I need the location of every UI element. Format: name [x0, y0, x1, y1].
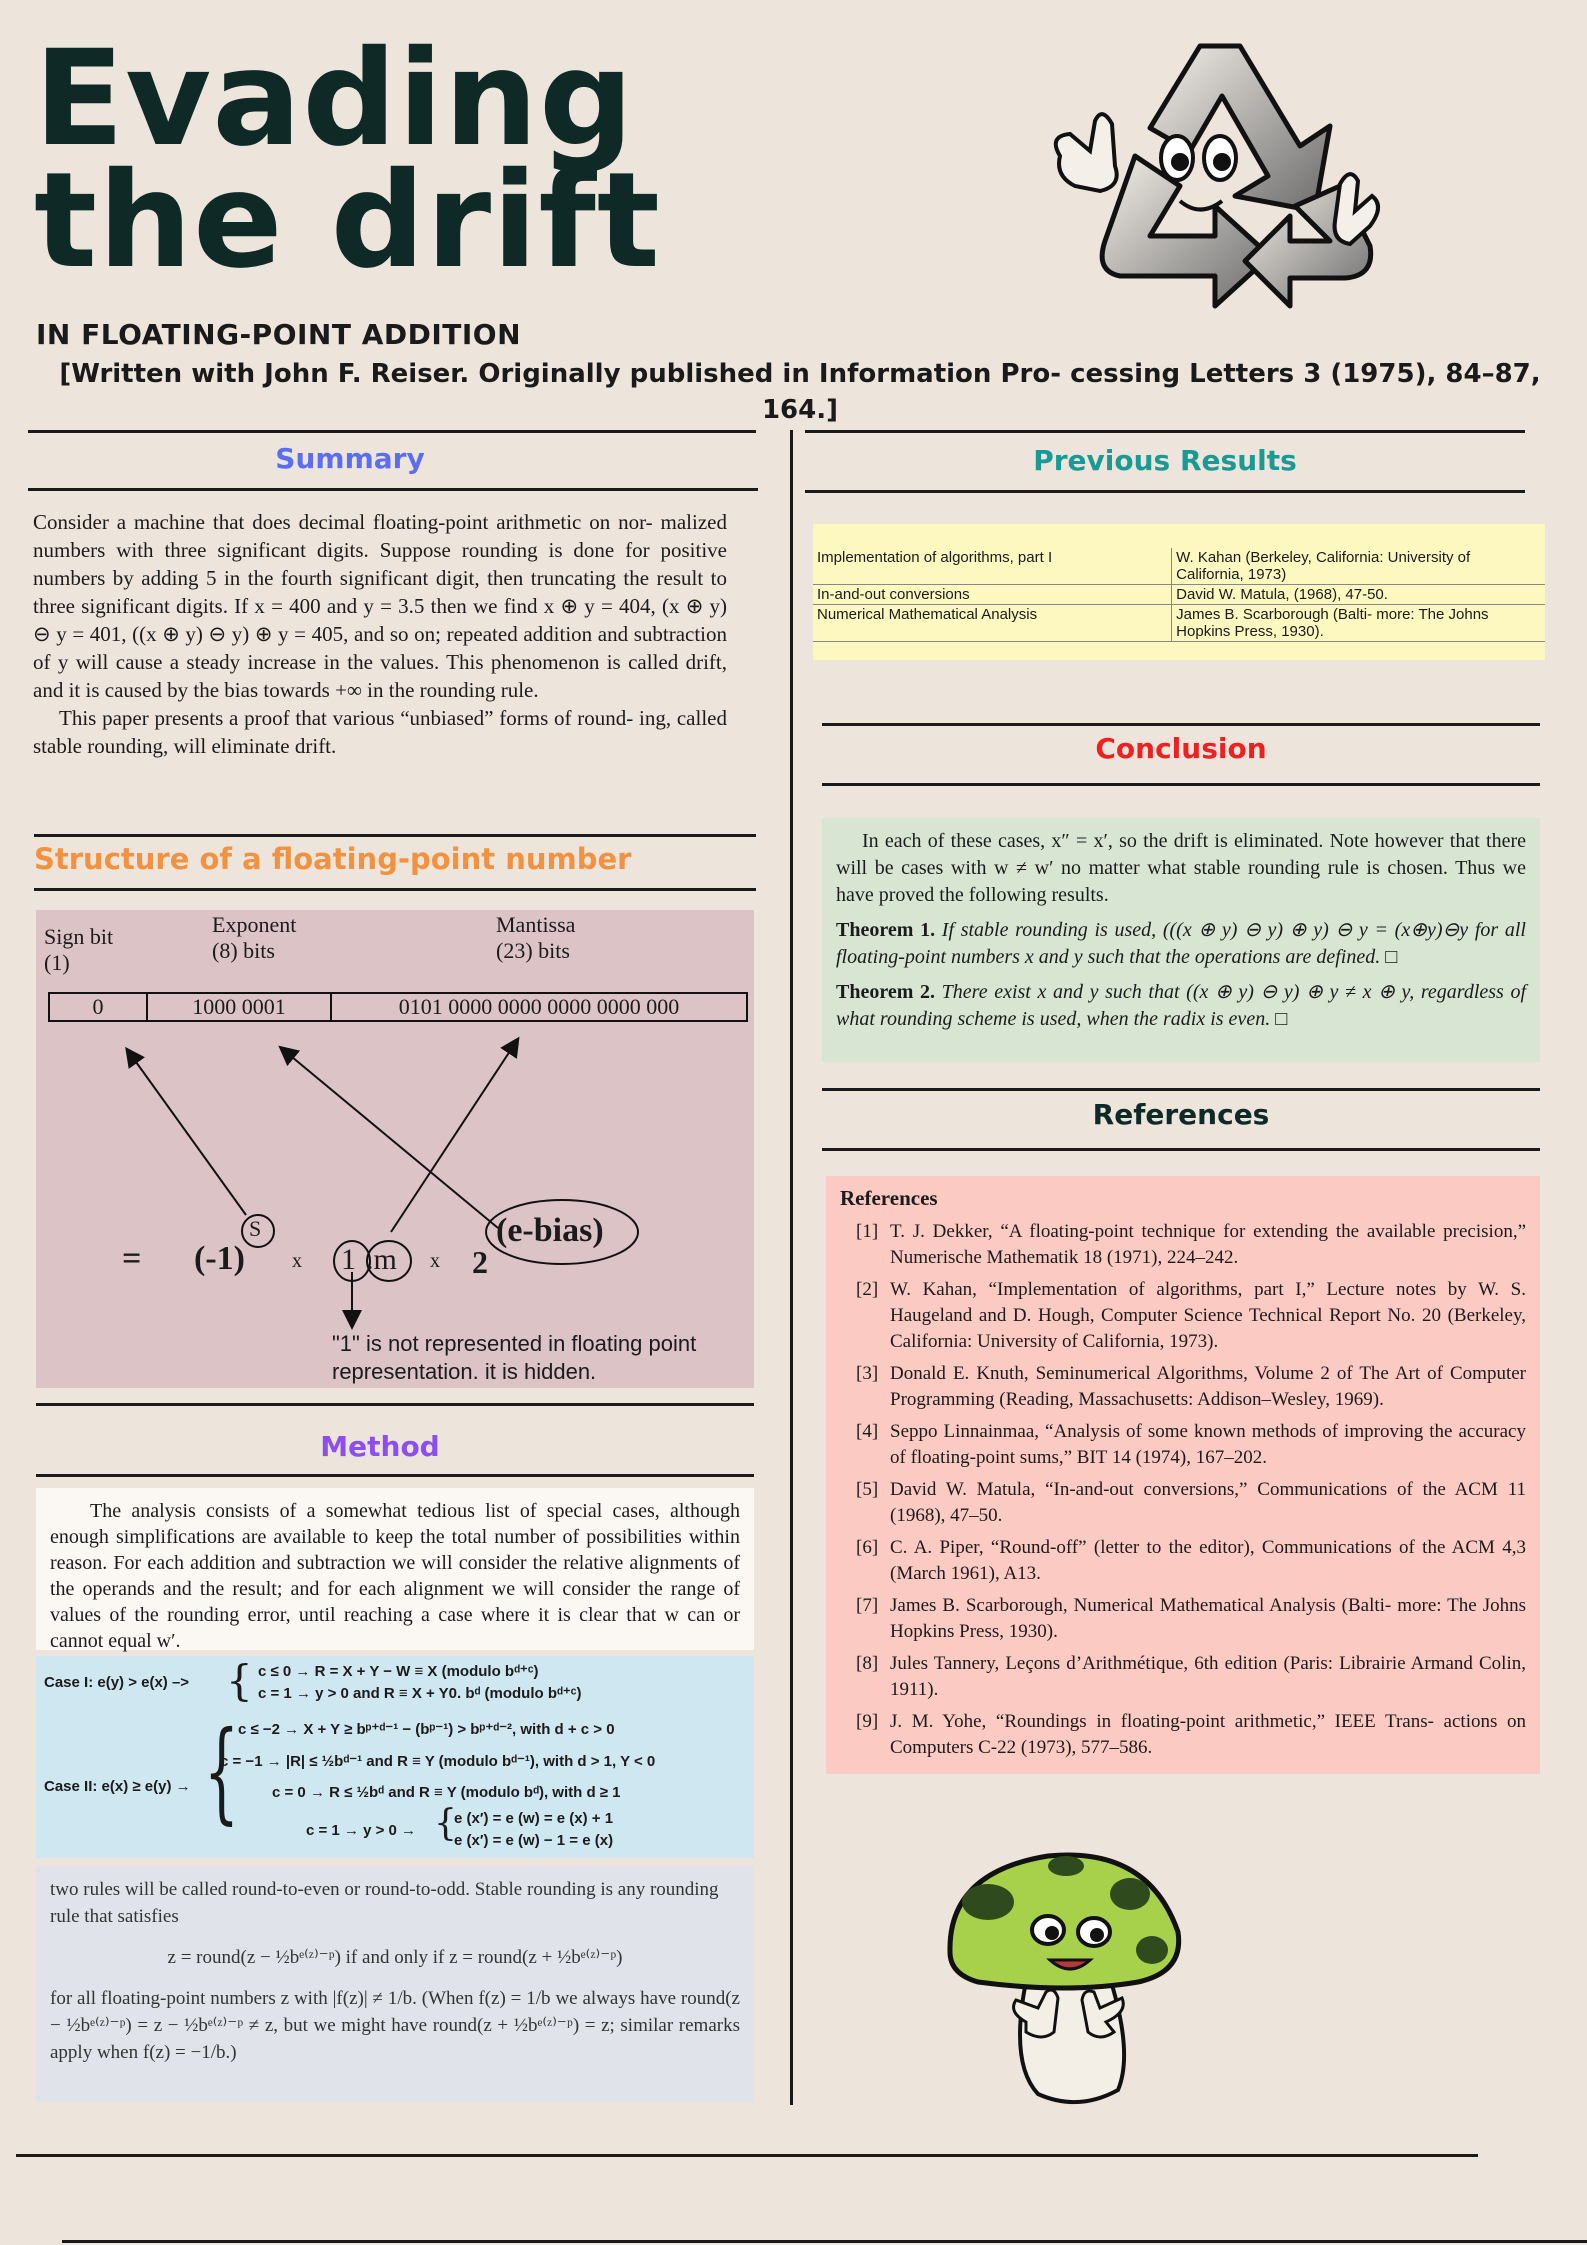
reference-item [856, 1535, 1526, 1587]
formula-exponent: (e-bias) [496, 1212, 604, 1249]
conclusion-box [822, 818, 1540, 1062]
qed-symbol-2: □ [1275, 1008, 1288, 1030]
reference-number: [9] [856, 1711, 879, 1732]
reference-item [856, 1277, 1526, 1355]
float-structure-diagram [36, 910, 754, 1388]
previous-results-table-box [813, 524, 1545, 660]
reference-number: [4] [856, 1421, 879, 1442]
reference-text: J. M. Yohe, “Roundings in floating-point arithmetic,” IEEE Trans- actions on Computers C-22 (1973), 577–586. [890, 1711, 1526, 1758]
reference-item [856, 1477, 1526, 1529]
divider [36, 1474, 754, 1477]
divider [28, 488, 758, 491]
formula-base-two: 2 [472, 1244, 488, 1280]
footer-rule [16, 2154, 1478, 2157]
reference-item [856, 1361, 1526, 1413]
formula-mantissa: .m [366, 1243, 397, 1276]
reference-number: [6] [856, 1537, 879, 1558]
method-heading: Method [320, 1430, 440, 1463]
case2-line-d-lead: c = 1 → y > 0 → [306, 1822, 417, 1839]
title-line-2: the drift [34, 144, 661, 298]
theorem-1-label: Theorem 1. [836, 919, 936, 941]
references-heading: References [1092, 1098, 1270, 1131]
reference-text: Donald E. Knuth, Seminumerical Algorithms, Volume 2 of The Art of Computer Programming (Reading, Massachusetts: Addison–Wesley, 1969). [890, 1363, 1526, 1410]
case1-label: Case I: e(y) > e(x) –> [44, 1674, 190, 1691]
stable-rounding-formula: z = round(z − ½bᵉ⁽ᶻ⁾⁻ᵖ) if and only if z = round(z + ½bᵉ⁽ᶻ⁾⁻ᵖ) [167, 1947, 623, 1968]
diagram-arrows [36, 910, 754, 1388]
case2-brace: { [204, 1707, 239, 1835]
method-stable-rounding-box [36, 1866, 754, 2102]
column-divider [790, 430, 793, 2105]
recycle-mascot-illustration [1040, 36, 1410, 316]
divider [822, 723, 1540, 726]
divider [36, 1403, 754, 1406]
theorem-2-text: There exist x and y such that ((x ⊕ y) ⊖ y) ⊕ y ≠ x ⊕ y, regardless of what rounding scheme is used, when the radix is even. [836, 981, 1527, 1030]
formula-hidden-one: 1 [341, 1243, 356, 1276]
reference-item [856, 1419, 1526, 1471]
method-paragraph-2a: two rules will be called round-to-even or round-to-odd. Stable rounding is any rounding rule that satisfies [50, 1879, 719, 1927]
reference-item [856, 1651, 1526, 1703]
previous-result-title: Implementation of algorithms, part I [813, 548, 1172, 585]
reference-item [856, 1219, 1526, 1271]
divider [34, 888, 756, 891]
reference-item [856, 1709, 1526, 1761]
reference-text: David W. Matula, “In-and-out conversions,” Communications of the ACM 11 (1968), 47–50. [890, 1479, 1526, 1526]
summary-body [33, 508, 727, 760]
case1-line-b: c = 1 → y > 0 and R ≡ X + Y0. bᵈ (modulo bᵈ⁺ᶜ) [258, 1685, 582, 1702]
title-line-1: Evading [34, 22, 635, 176]
reference-number: [3] [856, 1363, 879, 1384]
previous-result-title: Numerical Mathematical Analysis [813, 605, 1172, 642]
mantissa-label: Mantissa (23) bits [496, 912, 576, 963]
reference-text: James B. Scarborough, Numerical Mathematical Analysis (Balti- more: The Johns Hopkins Press, 1930). [890, 1595, 1526, 1642]
sign-bit-cell: 0 [50, 994, 148, 1020]
previous-result-source: James B. Scarborough (Balti- more: The Johns Hopkins Press, 1930). [1172, 605, 1545, 642]
summary-paragraph-1: Consider a machine that does decimal floating-point arithmetic on nor- malized numbers with three significant digits. Suppose rounding is done for positive numbers by adding 5 in the fourth significant digit, then truncating the result to three significant digits. If x = 400 and y = 3.5 then we find x ⊕ y = 404, (x ⊕ y) ⊖ y = 401, ((x ⊕ y) ⊖ y) ⊕ y = 405, and so on; repeated addition and subtraction of y will cause a steady increase in the values. This phenomenon is called drift, and it is caused by the bias towards +∞ in the rounding rule. [33, 510, 727, 702]
poster-subtitle: IN FLOATING-POINT ADDITION [36, 318, 522, 351]
case2-line-d1: e (x′) = e (w) = e (x) + 1 [454, 1810, 614, 1827]
summary-paragraph-2: This paper presents a proof that various “unbiased” forms of round- ing, called stable rounding, will eliminate drift. [33, 706, 727, 758]
divider [822, 1148, 1540, 1151]
previous-result-source: W. Kahan (Berkeley, California: University of California, 1973) [1172, 548, 1545, 585]
previous-results-row [813, 605, 1545, 642]
formula-sign-base: (-1) [194, 1240, 245, 1277]
theorem-1-text: If stable rounding is used, (((x ⊕ y) ⊖ y) ⊕ y) ⊖ y = (x⊕y)⊖y for all floating-point numbers x and y such that the operations are defined. [836, 919, 1526, 968]
divider [34, 834, 756, 837]
summary-heading-text: Summary [275, 442, 425, 475]
previous-result-source: David W. Matula, (1968), 47-50. [1172, 585, 1545, 605]
reference-text: T. J. Dekker, “A floating-point technique for extending the available precision,” Numerische Mathematik 18 (1971), 224–242. [890, 1221, 1526, 1268]
mushroom-mascot-illustration [938, 1832, 1198, 2112]
formula-equals: = [122, 1240, 142, 1277]
reference-text: C. A. Piper, “Round-off” (letter to the editor), Communications of the ACM 4,3 (March 1961), A13. [890, 1537, 1526, 1584]
qed-symbol-1: □ [1385, 946, 1398, 968]
reference-text: Seppo Linnainmaa, “Analysis of some known methods of improving the accuracy of floating-point sums,” BIT 14 (1974), 167–202. [890, 1421, 1526, 1468]
divider [805, 430, 1525, 433]
case2-line-c: c = 0 → R ≤ ½bᵈ and R ≡ Y (modulo bᵈ), with d ≥ 1 [272, 1784, 621, 1801]
references-box [826, 1176, 1540, 1774]
structure-heading: Structure of a floating-point number [34, 842, 632, 876]
references-inner-heading: References [840, 1186, 938, 1210]
references-list [840, 1219, 1526, 1761]
case2-sub-brace: { [434, 1803, 457, 1844]
sign-bit-label: Sign bit (1) [44, 924, 114, 975]
mantissa-cell: 0101 0000 0000 0000 0000 000 [398, 994, 680, 1019]
previous-results-table [813, 548, 1545, 642]
summary-heading [28, 442, 672, 475]
theorem-2-label: Theorem 2. [836, 981, 936, 1003]
reference-number: [2] [856, 1279, 879, 1300]
footer-rule-bottom [62, 2240, 1587, 2243]
case2-line-b: c = −1 → |R| ≤ ½bᵈ⁻¹ and R ≡ Y (modulo bᵈ⁻¹), with d > 1, Y < 0 [220, 1753, 656, 1770]
formula-times-2: x [430, 1250, 440, 1272]
reference-number: [7] [856, 1595, 879, 1616]
case2-line-d2: e (x′) = e (w) − 1 = e (x) [454, 1832, 614, 1849]
conclusion-heading: Conclusion [1095, 732, 1267, 765]
previous-results-row [813, 548, 1545, 585]
poster-byline: [Written with John F. Reiser. Originally published in Information Pro- cessing Letters 3 (1975), 84–87, 164.] [59, 359, 1541, 425]
reference-text: W. Kahan, “Implementation of algorithms, part I,” Lecture notes by W. S. Haugeland and D. Hough, Computer Science Technical Report No. 20 (Berkeley, California: University of California, 1973). [890, 1279, 1526, 1352]
divider [28, 430, 756, 433]
case2-label: Case II: e(x) ≥ e(y) → [44, 1778, 191, 1795]
reference-number: [5] [856, 1479, 879, 1500]
case1-brace: { [226, 1656, 253, 1705]
case1-line-a: c ≤ 0 → R = X + Y − W ≡ X (modulo bᵈ⁺ᶜ) [258, 1663, 539, 1680]
theorem-1 [836, 917, 1526, 971]
poster-title [34, 22, 661, 298]
exponent-label: Exponent (8) bits [212, 912, 297, 963]
case2-line-a: c ≤ −2 → X + Y ≥ bᵖ⁺ᵈ⁻¹ − (bᵖ⁻¹) > bᵖ⁺ᵈ⁻², with d + c > 0 [238, 1721, 615, 1738]
reference-number: [8] [856, 1653, 879, 1674]
reference-number: [1] [856, 1221, 879, 1242]
reference-text: Jules Tannery, Leçons d’Arithmétique, 6th edition (Paris: Librairie Armand Colin, 1911). [890, 1653, 1526, 1700]
hidden-bit-note: "1" is not represented in floating point representation. it is hidden. [332, 1331, 697, 1384]
method-cases-box [36, 1656, 754, 1858]
conclusion-paragraph: In each of these cases, x″ = x′, so the drift is eliminated. Note however that there will be cases with w ≠ w′ no matter what stable rounding rule is chosen. Thus we have proved the following results. [836, 830, 1526, 906]
formula-sign-exponent: S [249, 1216, 262, 1241]
method-paragraph-2b: for all floating-point numbers z with |f(z)| ≠ 1/b. (When f(z) = 1/b we always have round(z − ½bᵉ⁽ᶻ⁾⁻ᵖ) = z − ½bᵉ⁽ᶻ⁾⁻ᵖ ≠ z, but we might have round(z + ½bᵉ⁽ᶻ⁾⁻ᵖ) = z; similar remarks apply when f(z) = −1/b.) [50, 1988, 740, 2063]
divider [805, 490, 1525, 493]
previous-results-heading: Previous Results [1033, 444, 1297, 477]
exponent-cell: 1000 0001 [148, 994, 332, 1020]
divider [822, 783, 1540, 786]
previous-result-title: In-and-out conversions [813, 585, 1172, 605]
divider [822, 1088, 1540, 1091]
method-paragraph-1: The analysis consists of a somewhat tedious list of special cases, although enough simplifications are available to keep the total number of possibilities within reason. For each addition and subtraction we will consider the relative alignments of the operands and the result; and for each alignment we will consider the range of values of the rounding error, until reaching a case where it is clear that w can or cannot equal w′. [36, 1488, 754, 1650]
theorem-2 [836, 979, 1526, 1033]
formula-times-1: x [292, 1250, 302, 1272]
reference-item [856, 1593, 1526, 1645]
previous-results-row [813, 585, 1545, 605]
